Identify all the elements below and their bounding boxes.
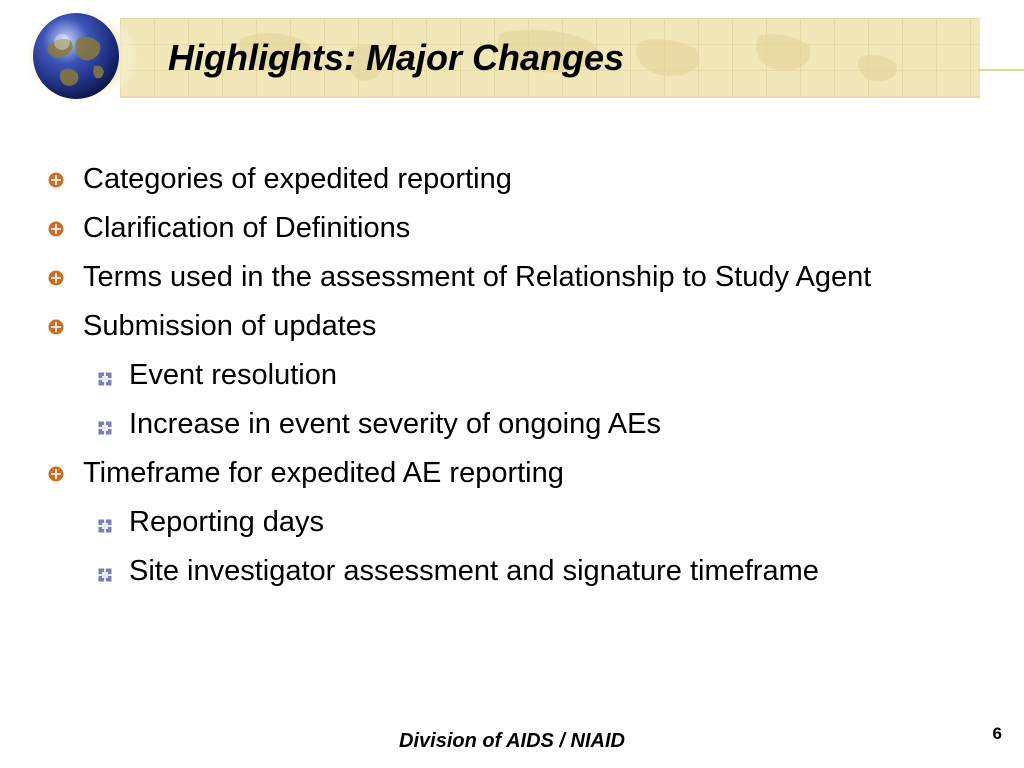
bullet-text: Reporting days (129, 506, 325, 538)
square-bullet-icon (98, 421, 112, 435)
sub-bullet-item (46, 552, 986, 591)
orange-disc-bullet-icon (48, 221, 64, 237)
orange-disc-bullet-icon (48, 270, 64, 286)
square-bullet-icon (98, 519, 112, 533)
slide-title: Highlights: Major Changes (168, 37, 625, 78)
square-bullet-icon (98, 372, 112, 386)
sub-bullet-item (46, 356, 986, 395)
page-number: 6 (992, 724, 1002, 743)
bullet-text: Clarification of Definitions (83, 212, 411, 244)
orange-disc-bullet-icon (48, 319, 64, 335)
bullet-text: Site investigator assessment and signature timeframe (129, 555, 819, 587)
bullet-text: Terms used in the assessment of Relationship to Study Agent (83, 261, 872, 293)
orange-disc-bullet-icon (48, 172, 64, 188)
bullet-text: Submission of updates (83, 310, 377, 342)
bullet-item (46, 209, 986, 248)
bullet-item (46, 258, 986, 297)
orange-disc-bullet-icon (48, 466, 64, 482)
square-bullet-icon (98, 568, 112, 582)
title-rule (978, 69, 1024, 71)
bullet-text: Event resolution (129, 359, 337, 391)
bullet-item (46, 160, 986, 199)
bullet-list (46, 160, 986, 601)
bullet-item (46, 307, 986, 346)
sub-bullet-item (46, 503, 986, 542)
footer-text: Division of AIDS / NIAID (399, 730, 625, 752)
bullet-text: Increase in event severity of ongoing AEs (129, 408, 661, 440)
bullet-text: Timeframe for expedited AE reporting (83, 457, 564, 489)
bullet-item (46, 454, 986, 493)
bullet-text: Categories of expedited reporting (83, 163, 512, 195)
sub-bullet-item (46, 405, 986, 444)
globe-icon (18, 8, 138, 106)
